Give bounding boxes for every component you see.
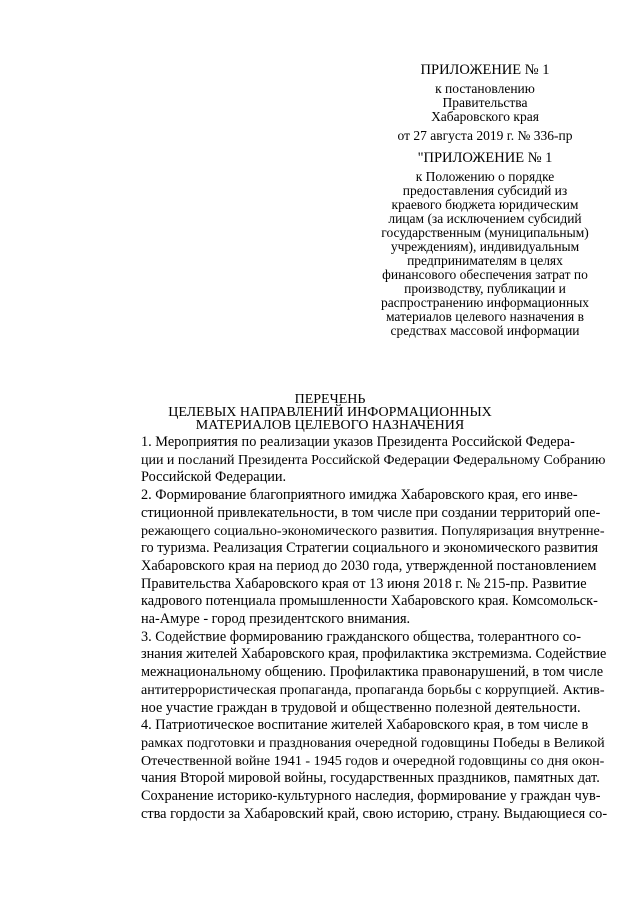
text-line: рамках подготовки и празднования очередной годовщины Победы в Великой [141,734,605,751]
text-line: режающего социально-экономического развития. Популяризация внутренне- [141,522,605,539]
text-line: 4. Патриотическое воспитание жителей Хабаровского края, в том числе в [141,717,589,734]
appendix-line: государственным (муниципальным) [381,225,589,240]
appendix-line: предпринимателям в целях [407,253,563,268]
text-line: 2. Формирование благоприятного имиджа Хабаровского края, его инве- [141,487,578,504]
list-title [120,393,540,432]
appendix-line: Хабаровского края [431,109,539,124]
text-line: кадрового потенциала промышленности Хабаровского края. Комсомольск- [141,593,598,610]
appendix-approval-block [360,62,610,143]
text-line: Российской Федерации. [141,469,287,486]
appendix-line: производству, публикации и [404,281,566,296]
list-title-line: ЦЕЛЕВЫХ НАПРАВЛЕНИЙ ИНФОРМАЦИОННЫХ [168,405,492,420]
appendix-line: лицам (за исключением субсидий [388,211,582,226]
list-title-line: МАТЕРИАЛОВ ЦЕЛЕВОГО НАЗНАЧЕНИЯ [195,418,465,433]
appendix-title: ПРИЛОЖЕНИЕ № 1 [420,62,550,78]
text-line: Хабаровского края на период до 2030 года, утвержденной постановлением [141,557,597,574]
appendix-line: учреждениям), индивидуальным [390,239,580,254]
appendix-title: "ПРИЛОЖЕНИЕ № 1 [417,150,553,166]
text-line: Правительства Хабаровского края от 13 июня 2018 г. № 215-пр. Развитие [141,575,587,592]
list-paragraph-4 [117,717,610,823]
text-line: на-Амуре - город президентского внимания. [141,611,411,628]
text-line: Сохранение историко-культурного наследия, формирование у граждан чув- [141,788,601,805]
appendix-line: Правительства [442,95,528,110]
appendix-line: от 27 августа 2019 г. № 336-пр [397,128,573,143]
list-body [117,434,610,823]
list-paragraph-2 [117,487,610,629]
text-line: антитеррористическая пропаганда, пропаганда борьбы с коррупцией. Актив- [141,681,605,698]
text-line: ное участие граждан в трудовой и общественно полезной деятельности. [141,699,581,716]
text-line: 3. Содействие формированию гражданского общества, толерантного со- [141,628,581,645]
text-line: ства гордости за Хабаровский край, свою историю, страну. Выдающиеся со- [141,805,608,822]
text-line: 1. Мероприятия по реализации указов Президента Российской Федера- [141,434,575,450]
appendix-line: краевого бюджета юридическим [391,197,579,212]
appendix-line: материалов целевого назначения в [385,309,585,324]
text-line: знания жителей Хабаровского края, профилактика экстремизма. Содействие [141,646,607,663]
list-title-line: ПЕРЕЧЕНЬ [294,392,366,407]
text-line: чания Второй мировой войны, государственных праздников, памятных дат. [141,770,600,787]
appendix-line: к Положению о порядке [415,169,555,184]
text-line: стиционной привлекательности, в том числе при создании территорий опе- [141,504,601,521]
list-paragraph-1 [117,434,610,487]
appendix-line: к постановлению [435,81,535,96]
list-paragraph-3 [117,629,610,718]
text-line: ции и посланий Президента Российской Федерации Федеральному Собранию [141,452,606,468]
appendix-line: распространению информационных [380,295,590,310]
appendix-line: предоставления субсидий из [402,183,568,198]
text-line: го туризма. Реализация Стратегии социального и экономического развития [141,540,599,557]
appendix-regulation-block [360,150,610,338]
appendix-line: средствах массовой информации [390,323,580,338]
appendix-line: финансового обеспечения затрат по [382,267,588,282]
text-line: Отечественной войне 1941 - 1945 годов и очередной годовщины со дня окон- [141,752,605,769]
text-line: межнациональному общению. Профилактика правонарушений, в том числе [141,664,604,681]
